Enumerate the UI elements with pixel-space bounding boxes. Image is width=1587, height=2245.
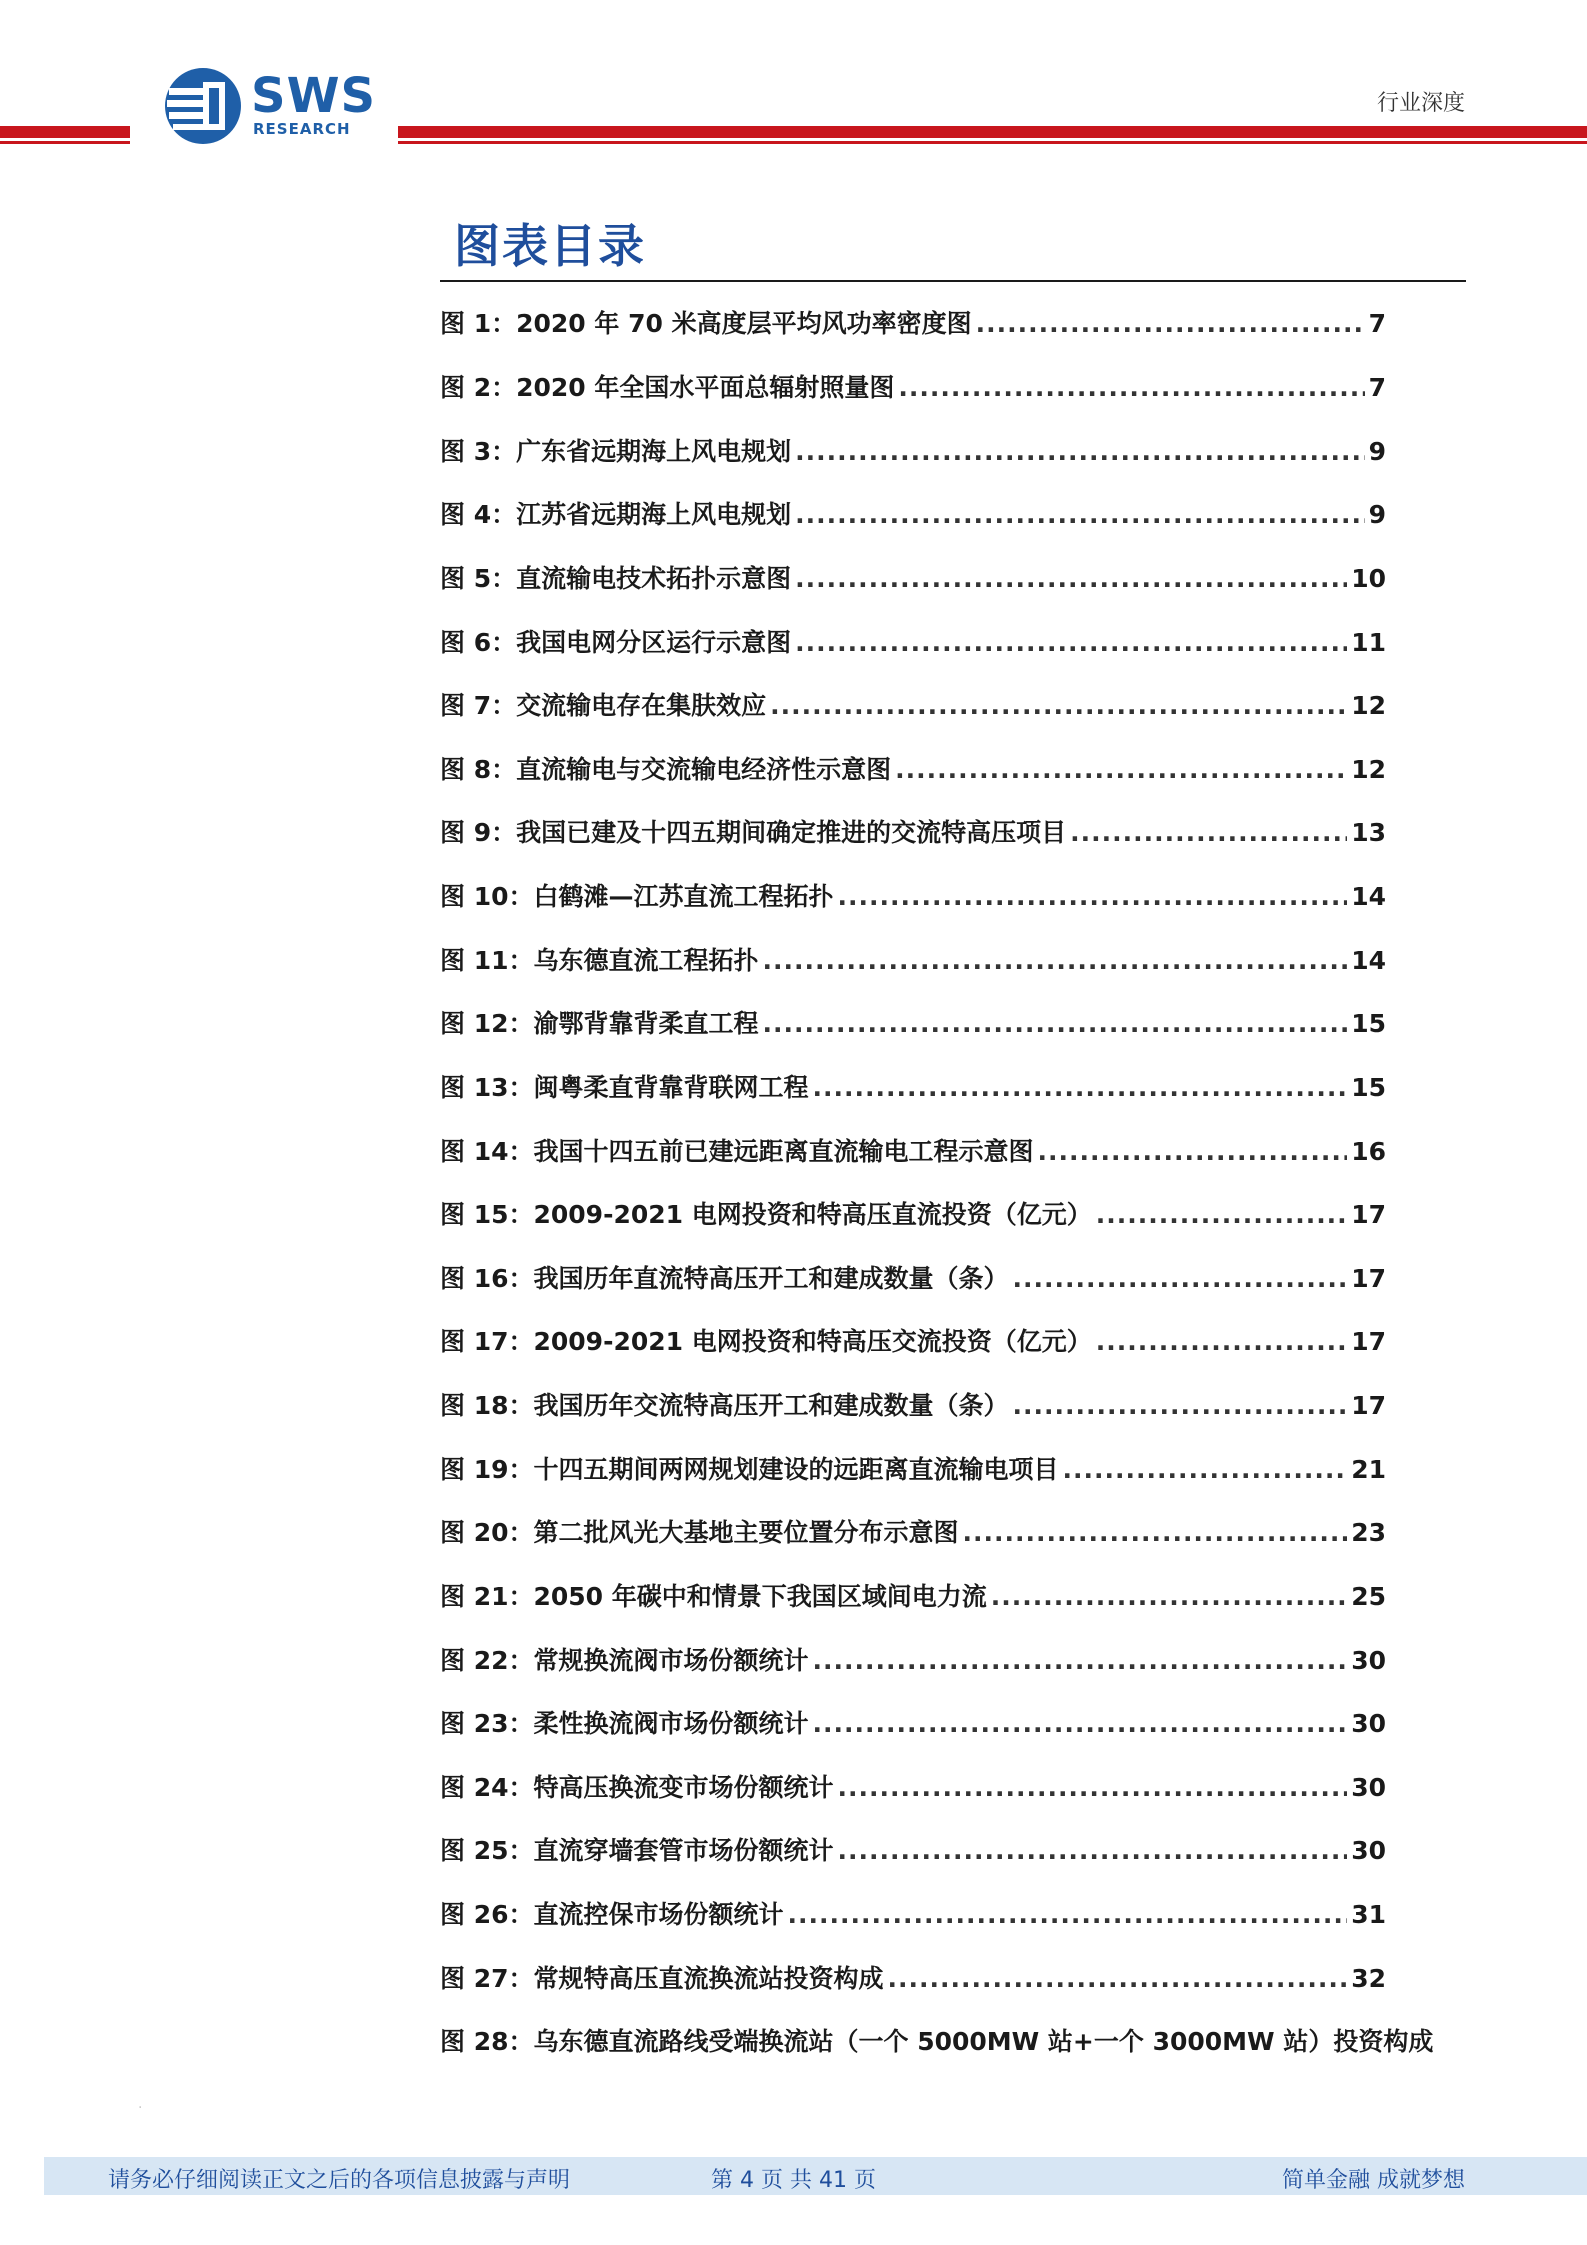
- toc-entry-label: 图 24：特高压换流变市场份额统计: [440, 1773, 834, 1802]
- toc-leader-dots: [976, 309, 1365, 338]
- toc-entry-label: 图 18：我国历年交流特高压开工和建成数量（条）: [440, 1391, 1009, 1420]
- toc-entry-page: 30: [1351, 1773, 1386, 1802]
- toc-entry-label: 图 5：直流输电技术拓扑示意图: [440, 564, 792, 593]
- toc-entry-page: 15: [1351, 1073, 1386, 1102]
- toc-leader-dots: [1070, 818, 1347, 847]
- toc-entry-page: 12: [1351, 755, 1386, 784]
- toc-leader-dots: [838, 1773, 1348, 1802]
- toc-entry-label: 图 1：2020 年 70 米高度层平均风功率密度图: [440, 309, 972, 338]
- toc-entry-page: 7: [1368, 373, 1386, 402]
- toc-entry[interactable]: [440, 686, 1386, 730]
- toc-entry[interactable]: [440, 1704, 1386, 1748]
- header-bar-left-thin: [0, 141, 130, 144]
- footer-page-info: 第 4 页 共 41 页: [711, 2168, 876, 2193]
- title-rule: [440, 280, 1466, 282]
- toc-entry[interactable]: [440, 304, 1386, 348]
- toc-entry[interactable]: [440, 2022, 1434, 2066]
- header-bar-right: [398, 126, 1587, 138]
- toc-entry[interactable]: [440, 1195, 1386, 1239]
- header-bar-right-thin: [398, 141, 1587, 144]
- toc-leader-dots: [1096, 1200, 1347, 1229]
- toc-entry-label: 图 3：广东省远期海上风电规划: [440, 437, 792, 466]
- toc-entry-page: 23: [1351, 1518, 1386, 1547]
- logo-text: SWS: [251, 68, 377, 124]
- toc-entry[interactable]: [440, 1959, 1386, 2003]
- sws-logo: [163, 66, 377, 146]
- toc-entry-label: 图 14：我国十四五前已建远距离直流输电工程示意图: [440, 1137, 1034, 1166]
- toc-entry-page: 30: [1351, 1646, 1386, 1675]
- toc-entry-label: 图 6：我国电网分区运行示意图: [440, 628, 792, 657]
- toc-entry-page: 13: [1351, 818, 1386, 847]
- toc-entry-label: 图 8：直流输电与交流输电经济性示意图: [440, 755, 892, 784]
- toc-entry-page: 12: [1351, 691, 1386, 720]
- toc-entry-page: 7: [1368, 309, 1386, 338]
- footer-disclaimer: 请务必仔细阅读正文之后的各项信息披露与声明: [108, 2168, 571, 2193]
- toc-entry[interactable]: [440, 1068, 1386, 1112]
- toc-entry-label: 图 20：第二批风光大基地主要位置分布示意图: [440, 1518, 959, 1547]
- toc-entry-label: 图 23：柔性换流阀市场份额统计: [440, 1709, 809, 1738]
- toc-entry-label: 图 19：十四五期间两网规划建设的远距离直流输电项目: [440, 1455, 1059, 1484]
- toc-leader-dots: [813, 1709, 1348, 1738]
- toc-entry[interactable]: [440, 941, 1386, 985]
- toc-entry-page: 17: [1351, 1391, 1386, 1420]
- toc-entry[interactable]: [440, 1132, 1386, 1176]
- toc-entry-label: 图 2：2020 年全国水平面总辐射照量图: [440, 373, 895, 402]
- toc-entry-label: 图 7：交流输电存在集肤效应: [440, 691, 767, 720]
- toc-entry-page: 17: [1351, 1327, 1386, 1356]
- toc-leader-dots: [795, 564, 1347, 593]
- toc-entry[interactable]: [440, 750, 1386, 794]
- toc-entry-page: 30: [1351, 1709, 1386, 1738]
- toc-title: 图表目录: [454, 219, 646, 273]
- toc-entry[interactable]: [440, 1577, 1386, 1621]
- sws-logo-mark-icon: [163, 66, 243, 146]
- toc-entry-label: 图 17：2009-2021 电网投资和特高压交流投资（亿元）: [440, 1327, 1092, 1356]
- toc-leader-dots: [1063, 1455, 1348, 1484]
- toc-entry[interactable]: [440, 1004, 1386, 1048]
- toc-entry-page: 11: [1351, 628, 1386, 657]
- toc-leader-dots: [795, 628, 1347, 657]
- toc-entry-label: 图 28：乌东德直流路线受端换流站（一个 5000MW 站+一个 3000MW 站）投资构成: [440, 2027, 1434, 2056]
- toc-entry-label: 图 10：白鹤滩—江苏直流工程拓扑: [440, 882, 834, 911]
- toc-entry-label: 图 16：我国历年直流特高压开工和建成数量（条）: [440, 1264, 1009, 1293]
- toc-entry[interactable]: [440, 495, 1386, 539]
- toc-entry-label: 图 26：直流控保市场份额统计: [440, 1900, 784, 1929]
- toc-entry-page: 25: [1351, 1582, 1386, 1611]
- toc-leader-dots: [1096, 1327, 1347, 1356]
- header-bar-left: [0, 126, 130, 138]
- toc-entry-label: 图 9：我国已建及十四五期间确定推进的交流特高压项目: [440, 818, 1067, 847]
- toc-leader-dots: [895, 755, 1347, 784]
- toc-leader-dots: [813, 1646, 1348, 1675]
- toc-entry[interactable]: [440, 1895, 1386, 1939]
- toc-entry-page: 9: [1368, 500, 1386, 529]
- toc-entry[interactable]: [440, 559, 1386, 603]
- toc-entry-page: 21: [1351, 1455, 1386, 1484]
- toc-entry-page: 15: [1351, 1009, 1386, 1038]
- footer-slogan: 简单金融 成就梦想: [1282, 2168, 1465, 2193]
- toc-entry[interactable]: [440, 1641, 1386, 1685]
- toc-entry-page: 10: [1351, 564, 1386, 593]
- toc-leader-dots: [763, 1009, 1348, 1038]
- toc-leader-dots: [1013, 1391, 1348, 1420]
- toc-entry[interactable]: [440, 368, 1386, 412]
- faint-mark: ·: [138, 2100, 143, 2116]
- toc-entry-page: 14: [1351, 882, 1386, 911]
- toc-entry-page: 32: [1351, 1964, 1386, 1993]
- toc-entry-label: 图 4：江苏省远期海上风电规划: [440, 500, 792, 529]
- toc-entry[interactable]: [440, 1831, 1386, 1875]
- toc-entry[interactable]: [440, 813, 1386, 857]
- toc-entry[interactable]: [440, 623, 1386, 667]
- toc-leader-dots: [963, 1518, 1348, 1547]
- toc-entry-page: 30: [1351, 1836, 1386, 1865]
- toc-leader-dots: [1013, 1264, 1348, 1293]
- logo-subtext: RESEARCH: [253, 120, 351, 138]
- toc-leader-dots: [991, 1582, 1347, 1611]
- toc-entry[interactable]: [440, 1768, 1386, 1812]
- report-type: 行业深度: [1376, 91, 1465, 116]
- toc-entry-label: 图 25：直流穿墙套管市场份额统计: [440, 1836, 834, 1865]
- toc-entry[interactable]: [440, 1386, 1386, 1430]
- toc-entry[interactable]: [440, 1322, 1386, 1366]
- toc-leader-dots: [838, 1836, 1348, 1865]
- toc-leader-dots: [770, 691, 1347, 720]
- toc-leader-dots: [898, 373, 1364, 402]
- toc-entry-label: 图 22：常规换流阀市场份额统计: [440, 1646, 809, 1675]
- toc-entry[interactable]: [440, 1450, 1386, 1494]
- toc-leader-dots: [838, 882, 1348, 911]
- toc-entry[interactable]: [440, 877, 1386, 921]
- toc-entry-label: 图 15：2009-2021 电网投资和特高压直流投资（亿元）: [440, 1200, 1092, 1229]
- toc-entry-page: 14: [1351, 946, 1386, 975]
- toc-entry-page: 16: [1351, 1137, 1386, 1166]
- toc-entry-page: 17: [1351, 1264, 1386, 1293]
- toc-leader-dots: [1038, 1137, 1348, 1166]
- toc-entry-page: 9: [1368, 437, 1386, 466]
- toc-leader-dots: [763, 946, 1348, 975]
- toc-entry-label: 图 11：乌东德直流工程拓扑: [440, 946, 759, 975]
- toc-entry-page: 31: [1351, 1900, 1386, 1929]
- toc-entry-label: 图 12：渝鄂背靠背柔直工程: [440, 1009, 759, 1038]
- toc-leader-dots: [888, 1964, 1348, 1993]
- toc-entry[interactable]: [440, 1513, 1386, 1557]
- toc-entry[interactable]: [440, 1259, 1386, 1303]
- toc-entry[interactable]: [440, 432, 1386, 476]
- toc-entry-label: 图 27：常规特高压直流换流站投资构成: [440, 1964, 884, 1993]
- toc-leader-dots: [795, 437, 1364, 466]
- toc-entry-page: 17: [1351, 1200, 1386, 1229]
- toc-entry-label: 图 13：闽粤柔直背靠背联网工程: [440, 1073, 809, 1102]
- toc-entry-label: 图 21：2050 年碳中和情景下我国区域间电力流: [440, 1582, 987, 1611]
- toc-leader-dots: [813, 1073, 1348, 1102]
- toc-leader-dots: [788, 1900, 1348, 1929]
- toc-leader-dots: [795, 500, 1364, 529]
